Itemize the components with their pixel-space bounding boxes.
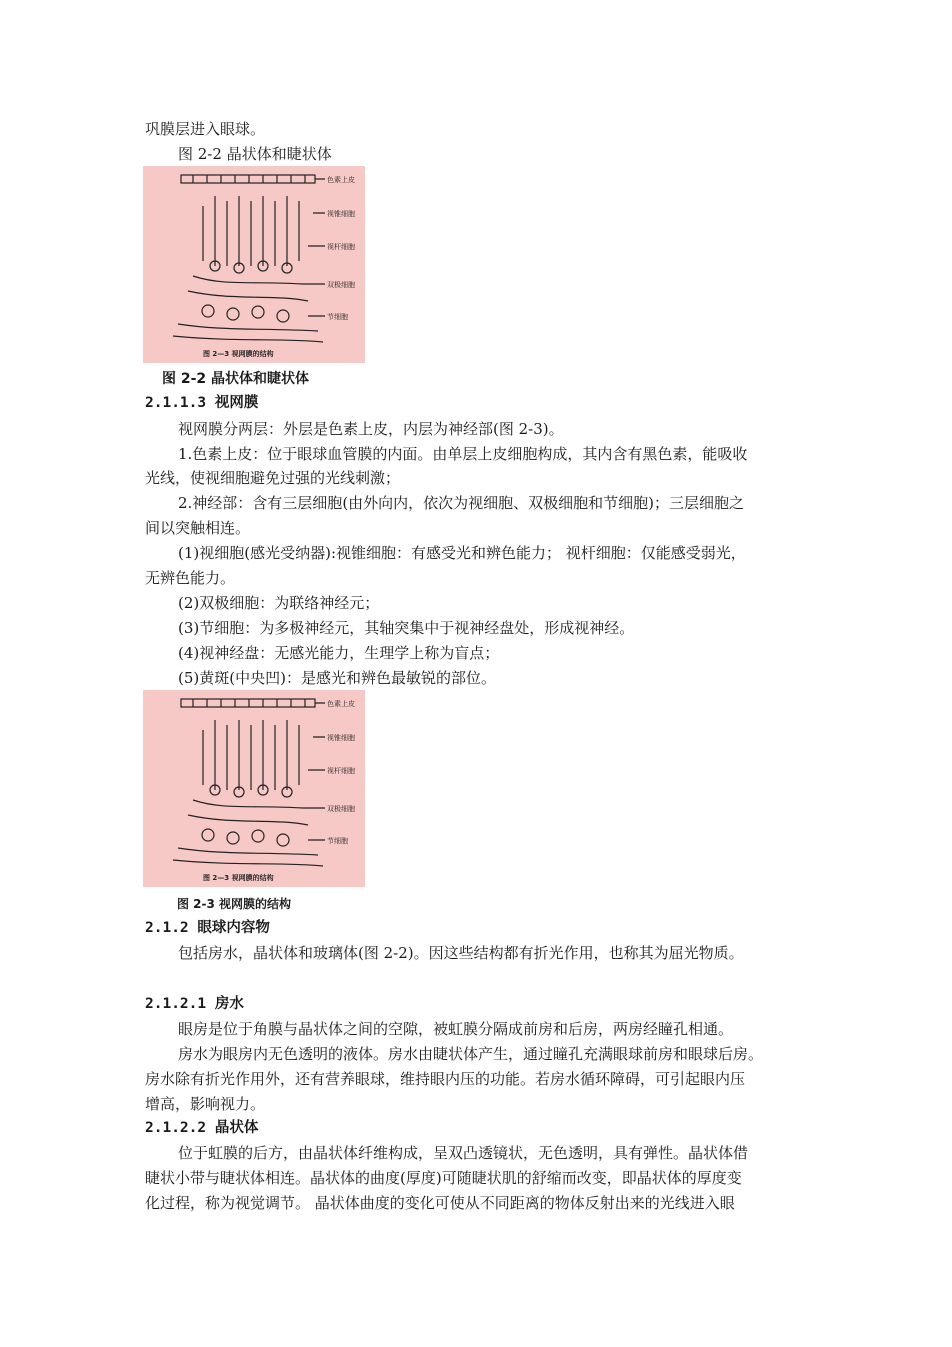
label-bipolar-cells: 双极细胞	[327, 805, 355, 813]
label-pigment-epithelium: 色素上皮	[327, 176, 355, 184]
label-ganglion-cells: 节细胞	[327, 837, 348, 845]
section-heading: 2.1.2.2 晶状体	[145, 1120, 259, 1136]
paragraph-line: 光线，使视细胞避免过强的光线刺激；	[145, 469, 401, 487]
paragraph-line: 位于虹膜的后方，由晶状体纤维构成，呈双凸透镜状，无色透明，具有弹性。晶状体借	[178, 1144, 749, 1162]
label-cone-cells: 视锥细胞	[327, 734, 355, 742]
figure-inner-caption: 图 2—3 视网膜的结构	[203, 350, 274, 358]
paragraph-line: 化过程，称为视觉调节。 晶状体曲度的变化可使从不同距离的物体反射出来的光线进入眼	[145, 1194, 735, 1212]
label-ganglion-cells: 节细胞	[327, 313, 348, 321]
retina-diagram	[143, 166, 365, 363]
paragraph-line: (2)双极细胞：为联络神经元；	[178, 594, 380, 612]
label-bipolar-cells: 双极细胞	[327, 281, 355, 289]
retina-structure-figure-1	[143, 166, 365, 363]
paragraph-line: 房水为眼房内无色透明的液体。房水由睫状体产生，通过瞳孔充满眼球前房和眼球后房。	[178, 1045, 764, 1063]
label-rod-cells: 视杆细胞	[327, 243, 355, 251]
figure-reference-line: 图 2-2 晶状体和睫状体	[178, 145, 332, 163]
paragraph-line: 1.色素上皮：位于眼球血管膜的内面。由单层上皮细胞构成，其内含有黑色素，能吸收	[178, 445, 748, 463]
figure-caption: 图 2-3 视网膜的结构	[177, 897, 292, 911]
figure-caption: 图 2-2 晶状体和睫状体	[162, 371, 310, 387]
section-heading: 2.1.2 眼球内容物	[145, 920, 270, 936]
label-cone-cells: 视锥细胞	[327, 210, 355, 218]
paragraph-line: (5)黄斑(中央凹)：是感光和辨色最敏锐的部位。	[178, 669, 496, 687]
paragraph-line: 视网膜分两层：外层是色素上皮，内层为神经部(图 2-3)。	[178, 420, 564, 438]
paragraph-line: 无辨色能力。	[145, 569, 236, 587]
section-heading: 2.1.2.1 房水	[145, 996, 244, 1012]
paragraph-line: 包括房水，晶状体和玻璃体(图 2-2)。因这些结构都有折光作用，也称其为屈光物质。	[178, 944, 744, 962]
paragraph-line: 2.神经部：含有三层细胞(由外向内，依次为视细胞、双极细胞和节细胞)；三层细胞之	[178, 494, 745, 512]
paragraph-line: (3)节细胞：为多极神经元，其轴突集中于视神经盘处，形成视神经。	[178, 619, 635, 637]
retina-structure-figure-2	[143, 690, 365, 887]
paragraph-line: (4)视神经盘：无感光能力，生理学上称为盲点；	[178, 644, 500, 662]
paragraph-line: 房水除有折光作用外，还有营养眼球，维持眼内压的功能。若房水循环障碍，可引起眼内压	[145, 1070, 746, 1088]
paragraph-line: 睫状小带与睫状体相连。晶状体的曲度(厚度)可随睫状肌的舒缩而改变，即晶状体的厚度变	[145, 1169, 742, 1187]
paragraph-line: 眼房是位于角膜与晶状体之间的空隙，被虹膜分隔成前房和后房，两房经瞳孔相通。	[178, 1020, 734, 1038]
retina-diagram	[143, 690, 365, 887]
paragraph-line: 间以突触相连。	[145, 519, 251, 537]
paragraph-line: (1)视细胞(感光受纳器):视锥细胞：有感受光和辨色能力； 视杆细胞：仅能感受弱光，	[178, 544, 746, 562]
label-pigment-epithelium: 色素上皮	[327, 700, 355, 708]
figure-inner-caption: 图 2—3 视网膜的结构	[203, 874, 274, 882]
paragraph-line: 增高，影响视力。	[145, 1095, 266, 1113]
label-rod-cells: 视杆细胞	[327, 767, 355, 775]
paragraph-line: 巩膜层进入眼球。	[145, 120, 266, 138]
section-heading: 2.1.1.3 视网膜	[145, 395, 259, 411]
